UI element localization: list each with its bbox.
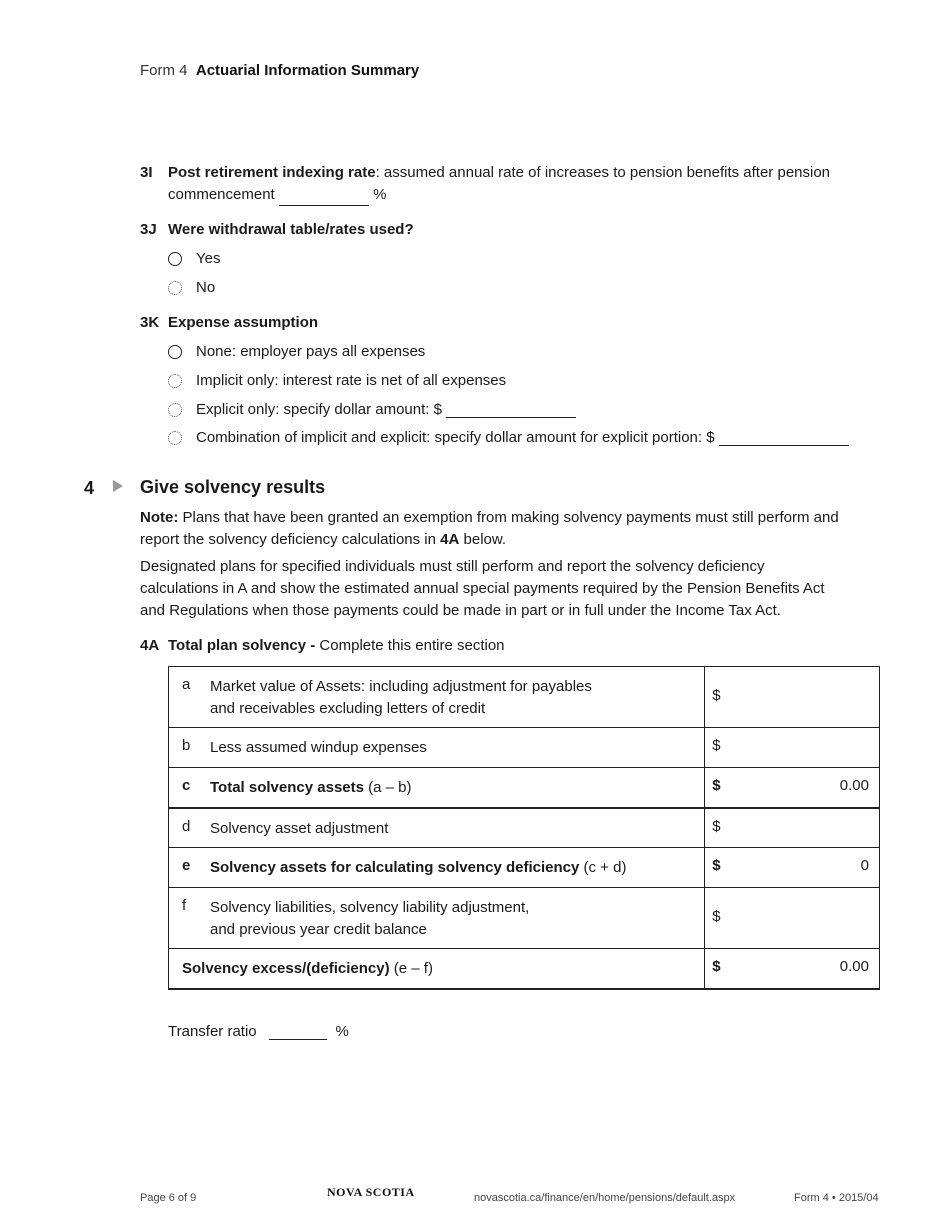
dollar-sign: $: [712, 817, 721, 835]
solvency-table: [168, 666, 880, 990]
dollar-sign: $: [712, 908, 721, 925]
table-row: [169, 848, 880, 888]
table-row: [169, 667, 880, 728]
q4a-title: [168, 635, 505, 657]
withdrawal-yes-label: Yes: [196, 250, 221, 267]
q3i-text-line1: : assumed annual rate of increases to pension benefits after pension: [375, 164, 831, 181]
row-a-line2: and receivables excluding letters of credit: [210, 700, 486, 717]
transfer-ratio-label: Transfer ratio: [168, 1023, 257, 1040]
withdrawal-yes-radio[interactable]: [168, 252, 182, 266]
row-e-rest: (c + d): [579, 859, 627, 876]
form-number: Form 4: [140, 62, 188, 79]
row-excess-bold: Solvency excess/(deficiency): [182, 960, 390, 977]
row-e-bold: Solvency assets for calculating solvency deficiency: [210, 859, 580, 876]
page-header: [140, 62, 419, 79]
footer-bullet: •: [831, 1192, 836, 1204]
amount-value: 0: [860, 857, 869, 874]
section-4-title: Give solvency results: [140, 477, 326, 497]
amount-value: 0.00: [839, 958, 869, 975]
table-row: [169, 808, 880, 848]
dollar-sign: $: [712, 687, 721, 704]
solvency-excess-amount: [705, 949, 880, 989]
q3i-unit: %: [373, 186, 387, 203]
q3j-number: 3J: [140, 221, 157, 238]
row-letter: c: [182, 777, 191, 794]
row-e-text: [210, 857, 626, 879]
row-b-text: Less assumed windup expenses: [210, 739, 427, 756]
para2-line2: calculations in A and show the estimated annual special payments required by the Pension Benefits Act: [140, 580, 825, 597]
note-line1: Plans that have been granted an exemption from making solvency payments must still perform and: [178, 509, 839, 526]
row-excess-desc: [169, 949, 705, 989]
indexing-rate-input[interactable]: [279, 189, 369, 206]
expense-combination-radio[interactable]: [168, 431, 182, 445]
dollar-sign: $: [712, 777, 721, 794]
row-c-bold: Total solvency assets: [210, 779, 364, 796]
footer-url[interactable]: novascotia.ca/finance/en/home/pensions/default.aspx: [474, 1192, 736, 1204]
row-excess-rest: (e – f): [389, 960, 433, 977]
row-letter: f: [182, 897, 187, 914]
table-row: [169, 949, 880, 989]
page-number: Page 6 of 9: [140, 1192, 197, 1204]
section-4-number: 4: [84, 478, 95, 498]
row-excess-text: [182, 958, 433, 980]
row-d-text: Solvency asset adjustment: [210, 819, 389, 837]
row-f-line2: and previous year credit balance: [210, 921, 427, 938]
note-line2b: below.: [459, 531, 507, 548]
dollar-sign: $: [712, 857, 721, 874]
row-e-desc: [169, 848, 705, 888]
windup-expenses-amount-field[interactable]: [705, 728, 880, 768]
note-label: Note:: [140, 509, 179, 526]
q4a-number: 4A: [140, 637, 160, 654]
row-b-desc: [169, 728, 705, 768]
transfer-ratio: [168, 1023, 349, 1040]
row-d-desc: [169, 808, 705, 848]
dollar-sign: $: [712, 737, 721, 754]
row-f-text: [210, 897, 529, 941]
combination-amount-input[interactable]: [719, 429, 849, 446]
market-value-amount-field[interactable]: [705, 667, 880, 728]
row-a-line1: Market value of Assets: including adjustment for payables: [210, 678, 592, 695]
row-c-desc: [169, 768, 705, 808]
para2-line3: and Regulations when those payments could be made in part or in full under the Income Tax Act.: [140, 602, 781, 619]
footer-form: Form 4: [794, 1192, 829, 1204]
transfer-ratio-unit: %: [335, 1023, 349, 1040]
expense-explicit-text: Explicit only: specify dollar amount: $: [196, 401, 442, 418]
note-bold-ref: 4A: [440, 531, 460, 548]
transfer-ratio-input[interactable]: [269, 1023, 327, 1040]
footer-date: 2015/04: [838, 1192, 879, 1204]
expense-combination-text: Combination of implicit and explicit: specify dollar amount for explicit portion: $: [196, 429, 715, 446]
expense-implicit-label: Implicit only: interest rate is net of all expenses: [196, 372, 507, 389]
withdrawal-no-radio[interactable]: [168, 281, 182, 295]
nova-scotia-logo: NOVA SCOTIA: [327, 1185, 415, 1199]
table-row: [169, 728, 880, 768]
expense-explicit-label: [196, 401, 576, 418]
q3k-title: Expense assumption: [168, 314, 319, 331]
table-row: [169, 888, 880, 949]
q3i-text-line2: commencement: [168, 186, 275, 203]
section-4-paragraph: [140, 556, 880, 622]
row-a-desc: [169, 667, 705, 728]
q3k-number: 3K: [140, 314, 160, 331]
expense-none-label: None: employer pays all expenses: [196, 343, 426, 360]
solvency-assets-deficiency-amount: [705, 848, 880, 888]
row-f-line1: Solvency liabilities, solvency liability adjustment,: [210, 899, 530, 916]
para2-line1: Designated plans for specified individuals must still perform and report the solvency deficiency: [140, 558, 765, 575]
explicit-amount-input[interactable]: [446, 401, 576, 418]
footer-form-date: [794, 1192, 879, 1204]
expand-triangle-icon: [113, 480, 123, 492]
q3i-text: [168, 162, 880, 206]
row-letter: b: [182, 737, 191, 754]
q3i-number: 3I: [140, 164, 153, 181]
form-title: Actuarial Information Summary: [195, 62, 420, 79]
expense-explicit-radio[interactable]: [168, 403, 182, 417]
q4a-text: Complete this entire section: [315, 637, 505, 654]
expense-implicit-radio[interactable]: [168, 374, 182, 388]
solvency-asset-adjustment-field[interactable]: [705, 808, 880, 848]
row-a-text: [210, 676, 592, 720]
row-letter: a: [182, 676, 191, 693]
row-letter: e: [182, 857, 191, 874]
amount-value: 0.00: [839, 777, 869, 794]
solvency-liabilities-amount-field[interactable]: [705, 888, 880, 949]
q3i-bold-label: Post retirement indexing rate: [168, 164, 376, 181]
row-c-rest: (a – b): [363, 779, 412, 796]
row-letter: d: [182, 817, 191, 835]
expense-none-radio[interactable]: [168, 345, 182, 359]
withdrawal-no-label: No: [196, 279, 216, 296]
total-solvency-assets-amount: [705, 768, 880, 808]
dollar-sign: $: [712, 958, 721, 975]
q4a-bold-label: Total plan solvency -: [168, 637, 316, 654]
row-f-desc: [169, 888, 705, 949]
row-c-text: [210, 777, 412, 799]
expense-combination-label: [196, 429, 849, 446]
table-row: [169, 768, 880, 808]
note-line2a: report the solvency deficiency calculations in: [140, 531, 441, 548]
section-4-note: [140, 507, 880, 551]
q3j-title: Were withdrawal table/rates used?: [168, 221, 414, 238]
